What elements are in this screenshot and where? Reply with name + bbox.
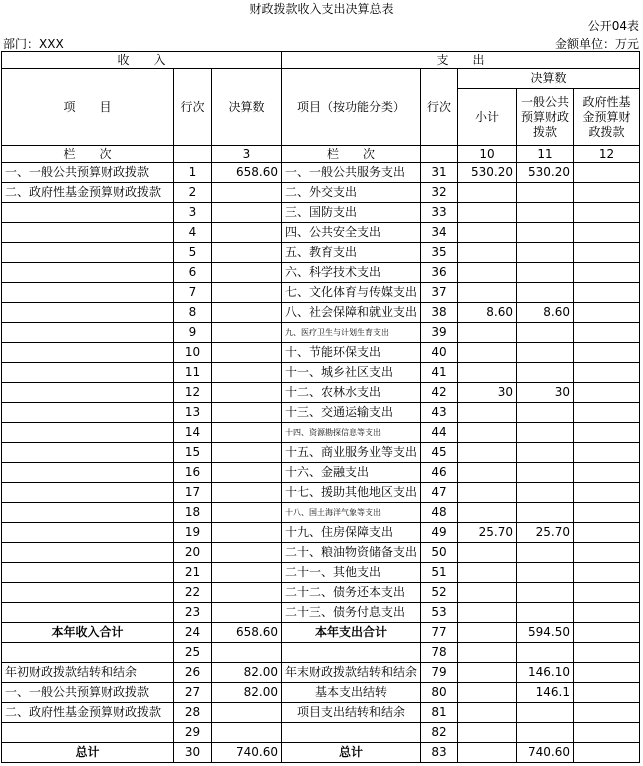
subtotal-cell [458, 463, 517, 483]
income-amount-cell [212, 583, 282, 603]
expense-item-cell: 二十二、债务还本支出 [282, 583, 421, 603]
income-amount-cell [212, 203, 282, 223]
expense-line-no-cell: 48 [421, 503, 458, 523]
general-budget-cell [517, 323, 574, 343]
expense-item-cell: 项目支出结转和结余 [282, 703, 421, 723]
expense-line-no-cell: 31 [421, 163, 458, 183]
general-budget-cell [517, 583, 574, 603]
report-title: 财政拨款收入支出决算总表 [249, 2, 394, 16]
expense-item-cell: 三、国防支出 [282, 203, 421, 223]
expense-item-cell: 六、科学技术支出 [282, 263, 421, 283]
income-amount-cell [212, 323, 282, 343]
expense-item-cell: 七、文化体育与传媒支出 [282, 283, 421, 303]
item-header: 项 目 [2, 69, 174, 146]
expense-item-cell: 十四、资源勘探信息等支出 [282, 423, 421, 443]
gov-fund-cell [574, 603, 640, 623]
income-line-no-cell: 22 [174, 583, 212, 603]
income-line-no-cell: 16 [174, 463, 212, 483]
income-item-cell [2, 243, 174, 263]
subtotal-cell [458, 243, 517, 263]
income-item-cell [2, 503, 174, 523]
income-line-no-cell: 13 [174, 403, 212, 423]
income-line-no-cell: 26 [174, 663, 212, 683]
income-amount-cell [212, 423, 282, 443]
general-budget-cell [517, 563, 574, 583]
income-amount-cell [212, 343, 282, 363]
income-amount-cell [212, 723, 282, 743]
expense-item-cell: 十二、农林水支出 [282, 383, 421, 403]
general-budget-cell [517, 643, 574, 663]
col12-label: 12 [574, 146, 640, 163]
table-row [2, 183, 640, 203]
general-budget-cell [517, 483, 574, 503]
expense-line-no-cell: 53 [421, 603, 458, 623]
expense-line-no-cell: 43 [421, 403, 458, 423]
income-line-no-cell: 7 [174, 283, 212, 303]
table-row [2, 663, 640, 683]
budget-num-header: 决算数 [212, 69, 282, 146]
general-budget-cell [517, 463, 574, 483]
income-amount-cell: 82.00 [212, 663, 282, 683]
line-no2-header: 行次 [421, 69, 458, 146]
line-no-header: 行次 [174, 69, 212, 146]
table-row [2, 683, 640, 703]
general-budget-cell: 25.70 [517, 523, 574, 543]
general-budget-cell [517, 223, 574, 243]
expense-item-cell: 总计 [282, 743, 421, 763]
subtotal-cell [458, 503, 517, 523]
income-line-no-cell: 3 [174, 203, 212, 223]
gov-fund-cell [574, 383, 640, 403]
subtotal-cell: 30 [458, 383, 517, 403]
general-budget-cell [517, 723, 574, 743]
expense-item-cell: 十八、国土海洋气象等支出 [282, 503, 421, 523]
income-amount-cell [212, 403, 282, 423]
income-item-cell [2, 643, 174, 663]
income-item-cell [2, 283, 174, 303]
expense-line-no-cell: 33 [421, 203, 458, 223]
col10-label: 10 [458, 146, 517, 163]
gov-fund-cell [574, 703, 640, 723]
income-item-cell [2, 483, 174, 503]
income-amount-cell [212, 283, 282, 303]
income-item-cell: 一、一般公共预算财政拨款 [2, 163, 174, 183]
expense-line-no-cell: 83 [421, 743, 458, 763]
table-row [2, 303, 640, 323]
income-item-cell [2, 263, 174, 283]
subtotal-cell [458, 323, 517, 343]
department-label: 部门：XXX [3, 37, 64, 51]
gov-fund-cell [574, 623, 640, 643]
income-amount-cell [212, 603, 282, 623]
expense-line-no-cell: 47 [421, 483, 458, 503]
income-item-cell [2, 463, 174, 483]
expense-line-no-cell: 82 [421, 723, 458, 743]
income-line-no-cell: 30 [174, 743, 212, 763]
income-line-no-cell: 11 [174, 363, 212, 383]
income-line-no-cell: 9 [174, 323, 212, 343]
income-item-cell: 总计 [2, 743, 174, 763]
col3-label: 3 [212, 146, 282, 163]
expense-item-cell: 二十一、其他支出 [282, 563, 421, 583]
expense-line-no-cell: 81 [421, 703, 458, 723]
expense-item-cell: 二十三、债务付息支出 [282, 603, 421, 623]
col11-label: 11 [517, 146, 574, 163]
expense-line-no-cell: 80 [421, 683, 458, 703]
form-code: 公开04表 [587, 19, 639, 33]
income-line-no-cell: 5 [174, 243, 212, 263]
table-row [2, 503, 640, 523]
expense-item-cell: 十六、金融支出 [282, 463, 421, 483]
expense-item-cell: 十、节能环保支出 [282, 343, 421, 363]
gov-fund-cell [574, 503, 640, 523]
table-row [2, 203, 640, 223]
income-line-no-cell: 24 [174, 623, 212, 643]
expense-line-no-cell: 46 [421, 463, 458, 483]
expense-line-no-cell: 41 [421, 363, 458, 383]
income-item-cell [2, 723, 174, 743]
expense-line-no-cell: 36 [421, 263, 458, 283]
general-budget-cell [517, 703, 574, 723]
income-item-cell [2, 563, 174, 583]
income-amount-cell [212, 503, 282, 523]
table-row [2, 263, 640, 283]
income-line-no-cell: 1 [174, 163, 212, 183]
table-row [2, 543, 640, 563]
subtotal-cell [458, 583, 517, 603]
income-item-cell: 本年收入合计 [2, 623, 174, 643]
general-budget-cell [517, 363, 574, 383]
general-budget-cell [517, 203, 574, 223]
income-amount-cell: 658.60 [212, 623, 282, 643]
general-budget-cell [517, 543, 574, 563]
gov-fund-cell [574, 543, 640, 563]
expense-item-cell: 十七、援助其他地区支出 [282, 483, 421, 503]
table-row [2, 643, 640, 663]
table-row [2, 163, 640, 183]
subtotal-cell [458, 623, 517, 643]
income-item-cell [2, 343, 174, 363]
table-row [2, 563, 640, 583]
income-item-cell [2, 363, 174, 383]
table-row [2, 743, 640, 763]
income-line-no-cell: 19 [174, 523, 212, 543]
expense-line-no-cell: 32 [421, 183, 458, 203]
income-item-cell [2, 603, 174, 623]
subtotal-cell [458, 423, 517, 443]
subtotal-cell: 8.60 [458, 303, 517, 323]
expense-item-cell: 二十、粮油物资储备支出 [282, 543, 421, 563]
table-row [2, 623, 640, 643]
expense-item-cell: 十五、商业服务业等支出 [282, 443, 421, 463]
expense-item-cell: 十九、住房保障支出 [282, 523, 421, 543]
table-row [2, 243, 640, 263]
col-label: 栏 次 [2, 146, 174, 163]
gov-fund-cell [574, 523, 640, 543]
gov-fund-cell [574, 443, 640, 463]
gov-fund-cell [574, 243, 640, 263]
table-row [2, 423, 640, 443]
income-item-cell [2, 203, 174, 223]
expense-header: 支 出 [282, 52, 640, 69]
income-item-cell: 年初财政拨款结转和结余 [2, 663, 174, 683]
subtotal-cell [458, 343, 517, 363]
income-amount-cell [212, 483, 282, 503]
income-item-cell [2, 443, 174, 463]
general-budget-cell [517, 343, 574, 363]
income-line-no-cell: 21 [174, 563, 212, 583]
income-line-no-cell: 17 [174, 483, 212, 503]
gov-fund-cell [574, 463, 640, 483]
table-row [2, 583, 640, 603]
subtotal-cell [458, 483, 517, 503]
income-amount-cell: 82.00 [212, 683, 282, 703]
income-line-no-cell: 4 [174, 223, 212, 243]
income-item-cell [2, 423, 174, 443]
income-amount-cell [212, 463, 282, 483]
subtotal-cell: 530.20 [458, 163, 517, 183]
income-amount-cell [212, 243, 282, 263]
expense-line-no-cell: 45 [421, 443, 458, 463]
final-group-header: 决算数 [458, 69, 640, 89]
income-amount-cell [212, 643, 282, 663]
gov-fund-cell [574, 663, 640, 683]
income-line-no-cell: 18 [174, 503, 212, 523]
income-amount-cell [212, 303, 282, 323]
income-item-cell: 一、一般公共预算财政拨款 [2, 683, 174, 703]
table-row [2, 343, 640, 363]
general-budget-cell [517, 243, 574, 263]
income-item-cell [2, 403, 174, 423]
income-header: 收 入 [2, 52, 282, 69]
expense-line-no-cell: 52 [421, 583, 458, 603]
income-item-cell [2, 523, 174, 543]
finance-table [1, 51, 640, 763]
income-amount-cell: 740.60 [212, 743, 282, 763]
gov-fund-cell [574, 683, 640, 703]
subtotal-cell [458, 443, 517, 463]
subtotal-cell [458, 223, 517, 243]
income-amount-cell [212, 183, 282, 203]
gov-fund-cell [574, 423, 640, 443]
subtotal-cell [458, 663, 517, 683]
general-budget-cell: 146.1 [517, 683, 574, 703]
gov-fund-cell [574, 223, 640, 243]
expense-item-cell: 二、外交支出 [282, 183, 421, 203]
gov-fund-cell [574, 583, 640, 603]
expense-line-no-cell: 34 [421, 223, 458, 243]
gov-fund-cell [574, 183, 640, 203]
table-row [2, 383, 640, 403]
income-amount-cell [212, 563, 282, 583]
subtotal-cell [458, 403, 517, 423]
income-amount-cell [212, 383, 282, 403]
table-row [2, 463, 640, 483]
expense-line-no-cell: 79 [421, 663, 458, 683]
expense-item-cell: 十一、城乡社区支出 [282, 363, 421, 383]
income-line-no-cell: 6 [174, 263, 212, 283]
expense-line-no-cell: 35 [421, 243, 458, 263]
expense-item-cell: 年末财政拨款结转和结余 [282, 663, 421, 683]
expense-item-cell [282, 723, 421, 743]
general-budget-cell: 740.60 [517, 743, 574, 763]
general-budget-header: 一般公共预算财政拨款 [517, 89, 574, 146]
general-budget-cell: 8.60 [517, 303, 574, 323]
gov-fund-cell [574, 743, 640, 763]
gov-fund-cell [574, 203, 640, 223]
income-amount-cell [212, 443, 282, 463]
income-line-no-cell: 25 [174, 643, 212, 663]
gov-fund-cell [574, 303, 640, 323]
gov-fund-cell [574, 163, 640, 183]
expense-line-no-cell: 42 [421, 383, 458, 403]
income-amount-cell: 658.60 [212, 163, 282, 183]
income-amount-cell [212, 223, 282, 243]
expense-line-no-cell: 37 [421, 283, 458, 303]
expense-line-no-cell: 39 [421, 323, 458, 343]
general-budget-cell [517, 283, 574, 303]
subtotal-cell: 25.70 [458, 523, 517, 543]
income-line-no-cell: 2 [174, 183, 212, 203]
expense-item-cell: 一、一般公共服务支出 [282, 163, 421, 183]
gov-fund-cell [574, 483, 640, 503]
subtotal-cell [458, 683, 517, 703]
general-budget-cell [517, 403, 574, 423]
income-item-cell [2, 223, 174, 243]
general-budget-cell: 530.20 [517, 163, 574, 183]
general-budget-cell [517, 603, 574, 623]
table-row [2, 523, 640, 543]
income-line-no-cell: 28 [174, 703, 212, 723]
expense-line-no-cell: 50 [421, 543, 458, 563]
income-line-no-cell: 15 [174, 443, 212, 463]
gov-fund-cell [574, 363, 640, 383]
table-row [2, 363, 640, 383]
subtotal-cell [458, 603, 517, 623]
table-row [2, 723, 640, 743]
unit-label: 金额单位：万元 [554, 37, 639, 51]
gov-fund-header: 政府性基金预算财政拨款 [574, 89, 640, 146]
income-amount-cell [212, 523, 282, 543]
subtotal-cell [458, 563, 517, 583]
subtotal-cell [458, 643, 517, 663]
expense-item-cell [282, 643, 421, 663]
expense-line-no-cell: 77 [421, 623, 458, 643]
gov-fund-cell [574, 343, 640, 363]
gov-fund-cell [574, 563, 640, 583]
general-budget-cell: 594.50 [517, 623, 574, 643]
income-item-cell [2, 303, 174, 323]
expense-line-no-cell: 78 [421, 643, 458, 663]
income-line-no-cell: 20 [174, 543, 212, 563]
table-row [2, 703, 640, 723]
general-budget-cell [517, 183, 574, 203]
income-item-cell [2, 323, 174, 343]
expense-item-cell: 五、教育支出 [282, 243, 421, 263]
table-row [2, 283, 640, 303]
empty-cell [174, 146, 212, 163]
income-amount-cell [212, 263, 282, 283]
income-line-no-cell: 14 [174, 423, 212, 443]
general-budget-cell [517, 443, 574, 463]
income-line-no-cell: 12 [174, 383, 212, 403]
subtotal-cell [458, 283, 517, 303]
col-label2: 栏 次 [282, 146, 421, 163]
income-line-no-cell: 8 [174, 303, 212, 323]
subtotal-cell [458, 743, 517, 763]
income-line-no-cell: 10 [174, 343, 212, 363]
income-line-no-cell: 27 [174, 683, 212, 703]
gov-fund-cell [574, 723, 640, 743]
general-budget-cell: 30 [517, 383, 574, 403]
gov-fund-cell [574, 403, 640, 423]
expense-item-cell: 基本支出结转 [282, 683, 421, 703]
subtotal-cell [458, 183, 517, 203]
general-budget-cell: 146.10 [517, 663, 574, 683]
table-row [2, 323, 640, 343]
subtotal-header: 小计 [458, 89, 517, 146]
subtotal-cell [458, 203, 517, 223]
expense-item-cell: 四、公共安全支出 [282, 223, 421, 243]
expense-line-no-cell: 44 [421, 423, 458, 443]
expense-line-no-cell: 51 [421, 563, 458, 583]
table-row [2, 223, 640, 243]
income-item-cell [2, 583, 174, 603]
subtotal-cell [458, 723, 517, 743]
expense-item-cell: 八、社会保障和就业支出 [282, 303, 421, 323]
income-line-no-cell: 23 [174, 603, 212, 623]
expense-line-no-cell: 49 [421, 523, 458, 543]
gov-fund-cell [574, 643, 640, 663]
subtotal-cell [458, 703, 517, 723]
income-amount-cell [212, 363, 282, 383]
income-item-cell [2, 383, 174, 403]
expense-line-no-cell: 40 [421, 343, 458, 363]
empty-cell [421, 146, 458, 163]
income-item-cell: 二、政府性基金预算财政拨款 [2, 183, 174, 203]
subtotal-cell [458, 363, 517, 383]
income-amount-cell [212, 703, 282, 723]
income-item-cell [2, 543, 174, 563]
subtotal-cell [458, 543, 517, 563]
table-row [2, 443, 640, 463]
item-func-header: 项目（按功能分类） [282, 69, 421, 146]
gov-fund-cell [574, 263, 640, 283]
table-row [2, 403, 640, 423]
table-row [2, 483, 640, 503]
subtotal-cell [458, 263, 517, 283]
expense-item-cell: 本年支出合计 [282, 623, 421, 643]
gov-fund-cell [574, 323, 640, 343]
expense-item-cell: 十三、交通运输支出 [282, 403, 421, 423]
expense-item-cell: 九、医疗卫生与计划生育支出 [282, 323, 421, 343]
gov-fund-cell [574, 283, 640, 303]
income-amount-cell [212, 543, 282, 563]
general-budget-cell [517, 423, 574, 443]
income-line-no-cell: 29 [174, 723, 212, 743]
expense-line-no-cell: 38 [421, 303, 458, 323]
table-row [2, 603, 640, 623]
general-budget-cell [517, 503, 574, 523]
income-item-cell: 二、政府性基金预算财政拨款 [2, 703, 174, 723]
general-budget-cell [517, 263, 574, 283]
